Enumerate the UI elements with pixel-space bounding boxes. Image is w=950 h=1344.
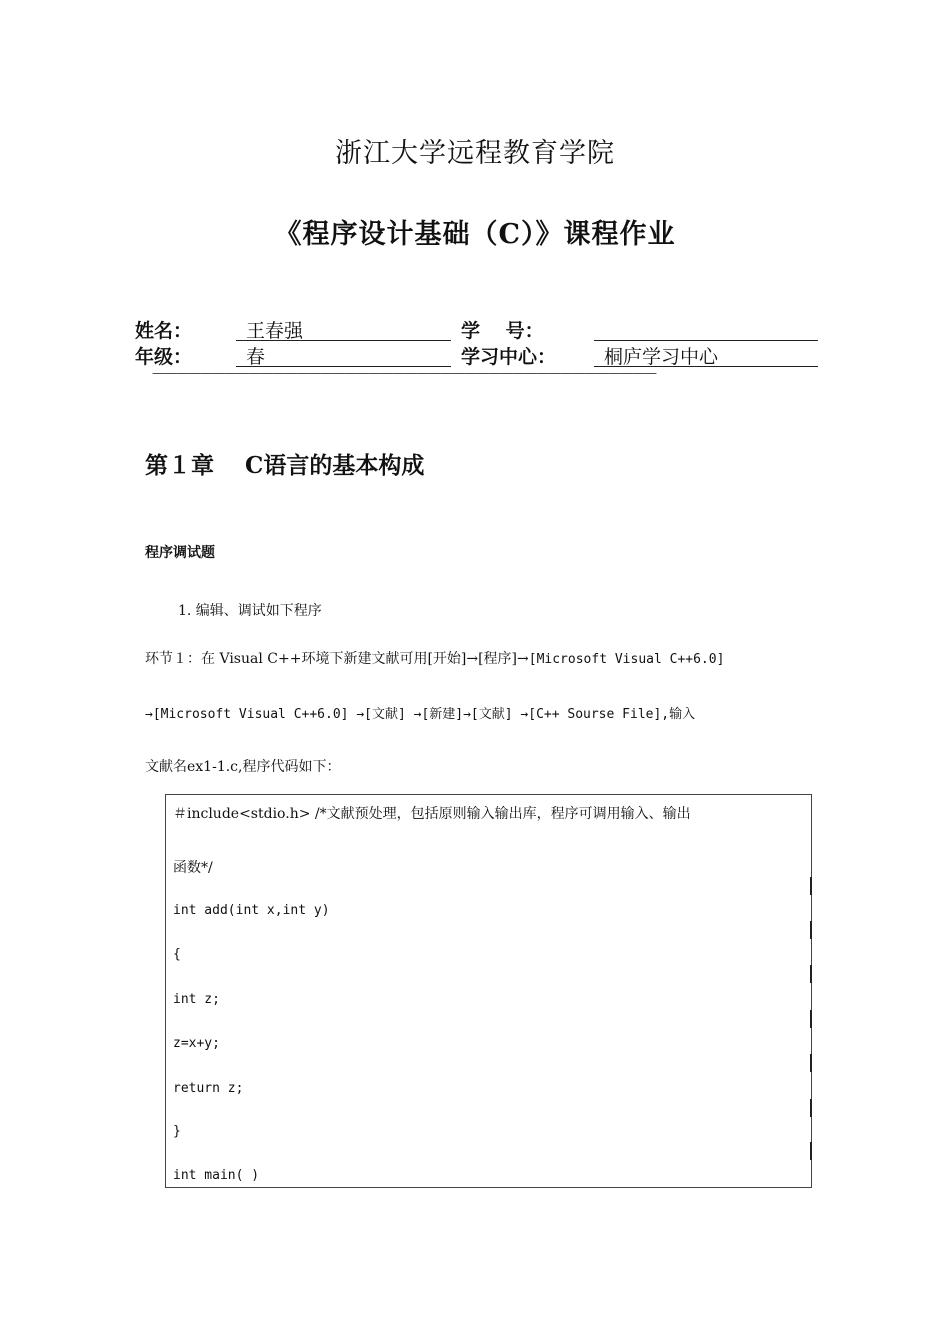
code-box (165, 794, 812, 1188)
code-line-text: return z; (173, 1081, 244, 1096)
name-label: 姓名： (135, 320, 193, 342)
code-line (173, 1080, 243, 1096)
separator-line: —————————————————————————————————————————— (152, 366, 656, 381)
border-mark (810, 1099, 812, 1117)
section-title: 程序调试题 (145, 545, 215, 561)
border-mark (810, 1054, 812, 1072)
code-line-text: { (173, 947, 181, 962)
border-mark (810, 921, 812, 939)
border-mark (810, 1010, 812, 1028)
chapter-title: 第１章 C语言的基本构成 (145, 452, 425, 479)
instruction-line-1-text: 环节１：在 Visual C++环境下新建文献可用[开始]→[程序]→ (145, 651, 529, 667)
border-mark (810, 965, 812, 983)
instruction-line-1 (145, 648, 724, 668)
center-value: 桐庐学习中心 (604, 346, 719, 368)
code-line-text: } (173, 1124, 181, 1139)
student-id-underline (594, 340, 818, 341)
grade-label: 年级： (135, 346, 193, 368)
grade-value: 春 (246, 346, 266, 368)
code-line: ＃include<stdio.h> /*文献预处理，包括原则输入输出库，程序可调用输入、输出 (173, 806, 691, 822)
code-line (173, 991, 220, 1007)
code-line (173, 946, 181, 962)
step-heading: 1. 编辑、调试如下程序 (178, 603, 322, 619)
name-value: 王春强 (246, 320, 304, 342)
code-line (173, 902, 330, 918)
instruction-line-1-menu: [Microsoft Visual C++6.0] (528, 652, 725, 667)
border-mark (810, 877, 812, 895)
institution-title: 浙江大学远程教育学院 (335, 138, 615, 169)
center-label: 学习中心： (461, 346, 557, 368)
code-line (173, 1167, 259, 1183)
instruction-line-2-text: →[Microsoft Visual C++6.0] →[文献] →[新建]→[文献] →[C++ Sourse File],输入 (145, 707, 696, 722)
course-title: 《程序设计基础（C）》课程作业 (274, 219, 676, 250)
border-mark (810, 1142, 812, 1160)
code-line-text: z=x+y; (173, 1036, 220, 1051)
instruction-line-3: 文献名ex1-1.c,程序代码如下： (145, 759, 341, 775)
name-underline (236, 340, 451, 341)
code-line-text: int z; (173, 992, 220, 1007)
code-line: 函数*/ (173, 860, 213, 876)
student-id-label: 学 号： (461, 320, 544, 342)
code-line (173, 1035, 220, 1051)
instruction-line-2 (145, 703, 695, 722)
code-line (173, 1123, 181, 1139)
code-line-text: int main( ) (173, 1168, 260, 1183)
code-line-text: int add(int x,int y) (173, 903, 330, 918)
